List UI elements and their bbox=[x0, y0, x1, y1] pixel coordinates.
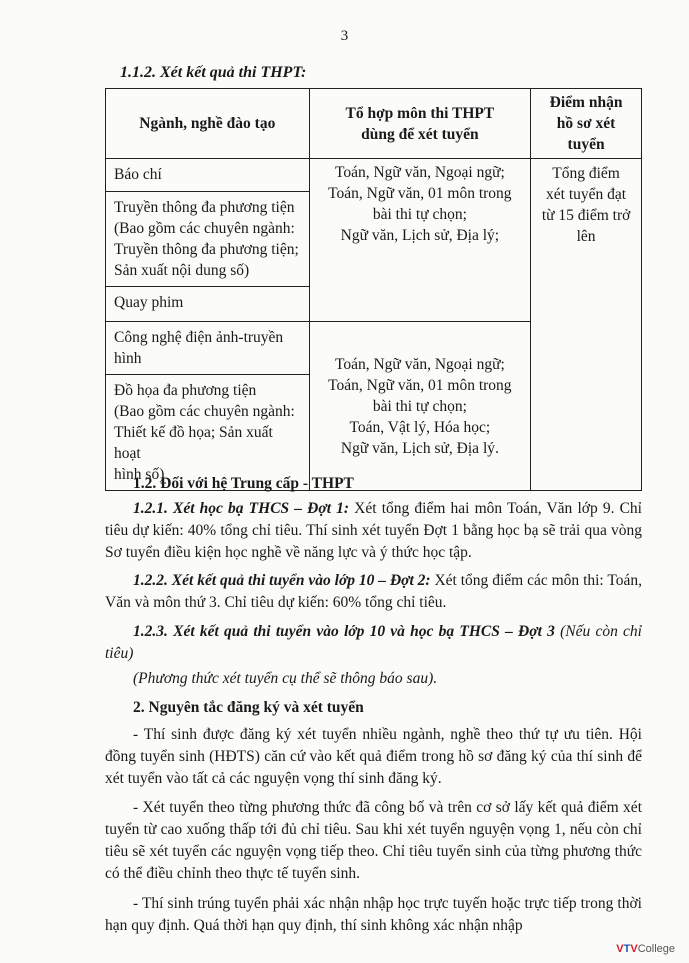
major-cell: Truyền thông đa phương tiện (Bao gồm các chuyên ngành: Truyền thông đa phương tiện; Sản xuất nội dung số) bbox=[106, 192, 310, 287]
table-row bbox=[106, 159, 642, 192]
paragraph-1-2-1 bbox=[105, 498, 642, 564]
admission-table bbox=[105, 88, 642, 491]
table-header-row bbox=[106, 89, 642, 159]
combination-cell-group-1: Toán, Ngữ văn, Ngoại ngữ; Toán, Ngữ văn, 01 môn trong bài thi tự chọn; Ngữ văn, Lịch sử, Địa lý; bbox=[309, 159, 531, 322]
section-heading-1-1-2: 1.1.2. Xét kết quả thi THPT: bbox=[120, 64, 307, 81]
text-1-2-2: Xét tổng điểm các môn thi: Toán, Văn và môn thứ 3. Chỉ tiêu dự kiến: 60% tổng chỉ tiêu. bbox=[105, 572, 642, 611]
header-major: Ngành, nghề đào tạo bbox=[106, 89, 310, 159]
header-combination: Tổ hợp môn thi THPT dùng để xét tuyển bbox=[309, 89, 531, 159]
header-score: Điểm nhận hồ sơ xét tuyển bbox=[531, 89, 642, 159]
paragraph-principle-2: - Xét tuyển theo từng phương thức đã công bố và trên cơ sở lấy kết quả điểm xét tuyển từ cao xuống thấp tới đủ chỉ tiêu. Sau khi xét tuyển nguyện vọng 1, nếu còn chỉ tiêu sẽ xét tuyển các nguyện vọng tiếp theo. Chỉ tiêu tuyển sinh của từng phương thức có thể điều chỉnh theo thực tế tuyển sinh. bbox=[105, 799, 642, 882]
label-1-2-2: 1.2.2. Xét kết quả thi tuyển vào lớp 10 – Đợt 2: bbox=[133, 572, 431, 589]
major-cell: Công nghệ điện ảnh-truyền hình bbox=[106, 322, 310, 375]
section-heading-1-2: 1.2. Đối với hệ Trung cấp - THPT bbox=[133, 475, 354, 492]
paragraph-principle-1: - Thí sinh được đăng ký xét tuyển nhiều ngành, nghề theo thứ tự ưu tiên. Hội đồng tuyển sinh (HĐTS) căn cứ vào kết quả điểm trong hồ sơ đăng ký của thí sinh để xét tuyển vào tất cả các nguyện vọng thí sinh đăng ký. bbox=[105, 726, 642, 787]
paragraph-1-2-2 bbox=[105, 570, 642, 614]
vtv-college-watermark: VTVCollege bbox=[616, 943, 675, 955]
label-1-2-3: 1.2.3. Xét kết quả thi tuyển vào lớp 10 và học bạ THCS – Đợt 3 bbox=[133, 623, 555, 640]
paragraph-1-2-3 bbox=[105, 621, 642, 665]
paragraph-principle-3: - Thí sinh trúng tuyển phải xác nhận nhập học trực tuyến hoặc trực tiếp trong thời hạn quy định. Quá thời hạn quy định, thí sinh không xác nhận nhập bbox=[105, 895, 642, 934]
note-paragraph: (Phương thức xét tuyển cụ thể sẽ thông báo sau). bbox=[133, 670, 438, 687]
score-cell: Tổng điểm xét tuyển đạt từ 15 điểm trở lên bbox=[531, 159, 642, 491]
section-heading-2: 2. Nguyên tắc đăng ký và xét tuyển bbox=[133, 699, 364, 716]
major-cell: Quay phim bbox=[106, 287, 310, 322]
text-1-2-1: Xét tổng điểm hai môn Toán, Văn lớp 9. Chỉ tiêu dự kiến: 40% tổng chỉ tiêu. Thí sinh xét tuyển Đợt 1 bằng học bạ sẽ trải qua vòng Sơ tuyển điều kiện học nghề về năng lực và ý thức học tập. bbox=[105, 500, 642, 561]
major-cell: Báo chí bbox=[106, 159, 310, 192]
combination-cell-group-2: Toán, Ngữ văn, Ngoại ngữ; Toán, Ngữ văn, 01 môn trong bài thi tự chọn; Toán, Vật lý, Hóa học; Ngữ văn, Lịch sử, Địa lý. bbox=[309, 322, 531, 491]
major-cell: Đồ họa đa phương tiện (Bao gồm các chuyên ngành: Thiết kế đồ họa; Sản xuất hoạt hình số) bbox=[106, 375, 310, 491]
label-1-2-1: 1.2.1. Xét học bạ THCS – Đợt 1: bbox=[133, 500, 350, 517]
text-1-2-3: (Nếu còn chỉ tiêu) bbox=[105, 623, 642, 662]
page-number: 3 bbox=[340, 28, 349, 44]
